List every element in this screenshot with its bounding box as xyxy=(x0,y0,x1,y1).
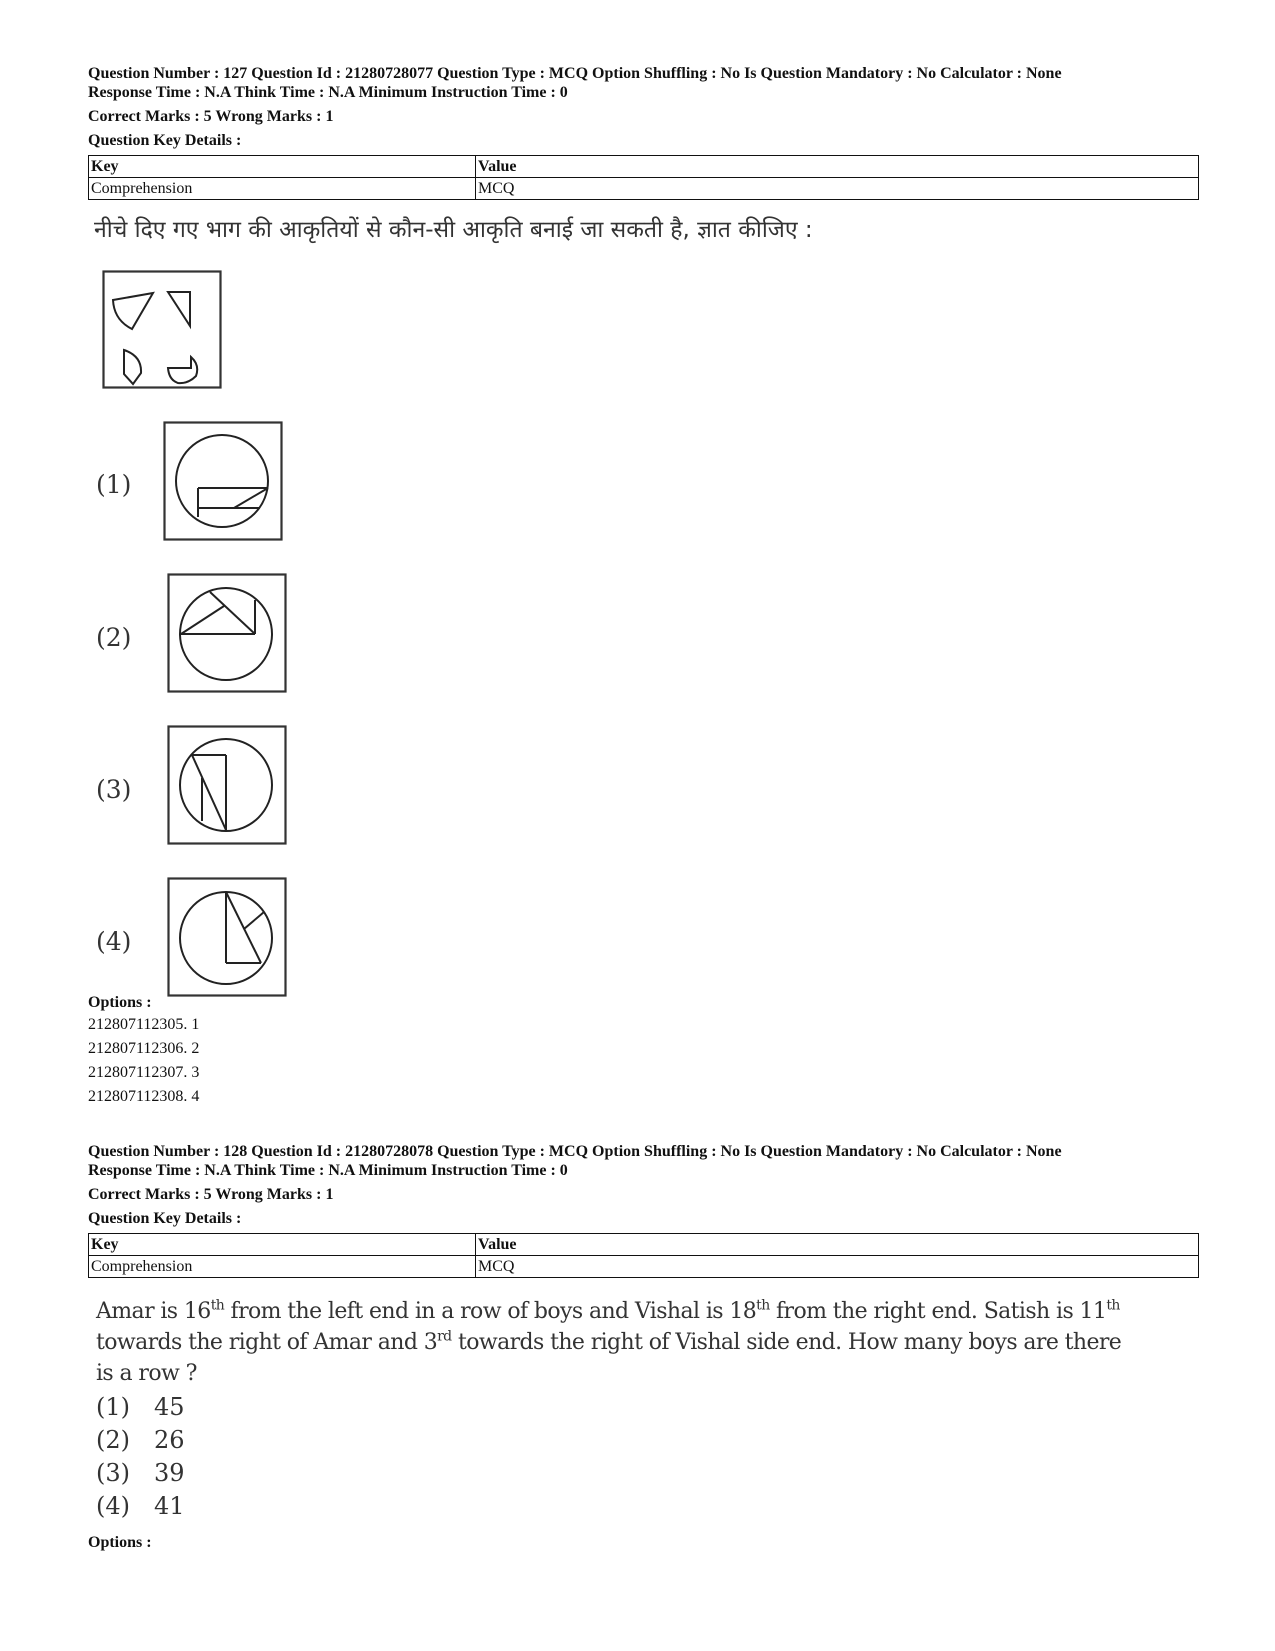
answer-choice-3: (3) 39 xyxy=(96,1459,185,1487)
question-meta-line1: Question Number : 128 Question Id : 21280728078 Question Type : MCQ Option Shuffling : No Is Question Mandatory : No Calculator : None xyxy=(88,1143,1062,1160)
figure-option-1 xyxy=(163,421,284,542)
question-meta-line2: Response Time : N.A Think Time : N.A Minimum Instruction Time : 0 xyxy=(88,1162,568,1179)
option-item: 212807112308. 4 xyxy=(88,1088,200,1105)
figure-option-label-1: (1) xyxy=(96,470,132,499)
table-header-key: Key xyxy=(89,156,476,178)
table-header-row xyxy=(89,156,1199,178)
answer-choices xyxy=(96,1391,185,1523)
figure-option-label-3: (3) xyxy=(96,775,132,804)
key-details-table xyxy=(88,1233,1199,1278)
table-header-value: Value xyxy=(476,1234,1199,1256)
table-header-key: Key xyxy=(89,1234,476,1256)
figure-option-label-4: (4) xyxy=(96,927,132,956)
table-cell-key: Comprehension xyxy=(89,1256,476,1278)
figure-option-3 xyxy=(167,725,288,846)
question-marks: Correct Marks : 5 Wrong Marks : 1 xyxy=(88,108,334,125)
options-label: Options : xyxy=(88,1534,152,1551)
figure-option-2 xyxy=(167,573,288,694)
table-cell-value: MCQ xyxy=(476,1256,1199,1278)
option-item: 212807112307. 3 xyxy=(88,1064,200,1081)
figure-option-4 xyxy=(167,877,288,998)
question-marks: Correct Marks : 5 Wrong Marks : 1 xyxy=(88,1186,334,1203)
question-meta-line2: Response Time : N.A Think Time : N.A Minimum Instruction Time : 0 xyxy=(88,84,568,101)
table-cell-value: MCQ xyxy=(476,178,1199,200)
question-text-hindi: नीचे दिए गए भाग की आकृतियों से कौन-सी आकृति बनाई जा सकती है, ज्ञात कीजिए : xyxy=(94,217,813,243)
table-cell-key: Comprehension xyxy=(89,178,476,200)
table-row xyxy=(89,178,1199,200)
option-item: 212807112305. 1 xyxy=(88,1016,200,1033)
key-details-table xyxy=(88,155,1199,200)
answer-choice-1: (1) 45 xyxy=(96,1393,185,1421)
key-details-label: Question Key Details : xyxy=(88,132,242,149)
answer-choice-4: (4) 41 xyxy=(96,1492,185,1520)
options-label: Options : xyxy=(88,994,152,1011)
option-item: 212807112306. 2 xyxy=(88,1040,200,1057)
table-header-row xyxy=(89,1234,1199,1256)
answer-choice-2: (2) 26 xyxy=(96,1426,185,1454)
table-row xyxy=(89,1256,1199,1278)
key-details-label: Question Key Details : xyxy=(88,1210,242,1227)
figure-option-label-2: (2) xyxy=(96,623,132,652)
question-figure-pieces xyxy=(102,270,224,390)
options-list xyxy=(88,1013,199,1109)
question-text: Amar is 16th from the left end in a row of boys and Vishal is 18th from the right end. Satish is 11th towards the right of Amar and 3rd towards the right of Vishal side end. How many boys are there is a row ? xyxy=(96,1297,1122,1386)
question-meta-line1: Question Number : 127 Question Id : 21280728077 Question Type : MCQ Option Shuffling : No Is Question Mandatory : No Calculator : None xyxy=(88,65,1062,82)
table-header-value: Value xyxy=(476,156,1199,178)
